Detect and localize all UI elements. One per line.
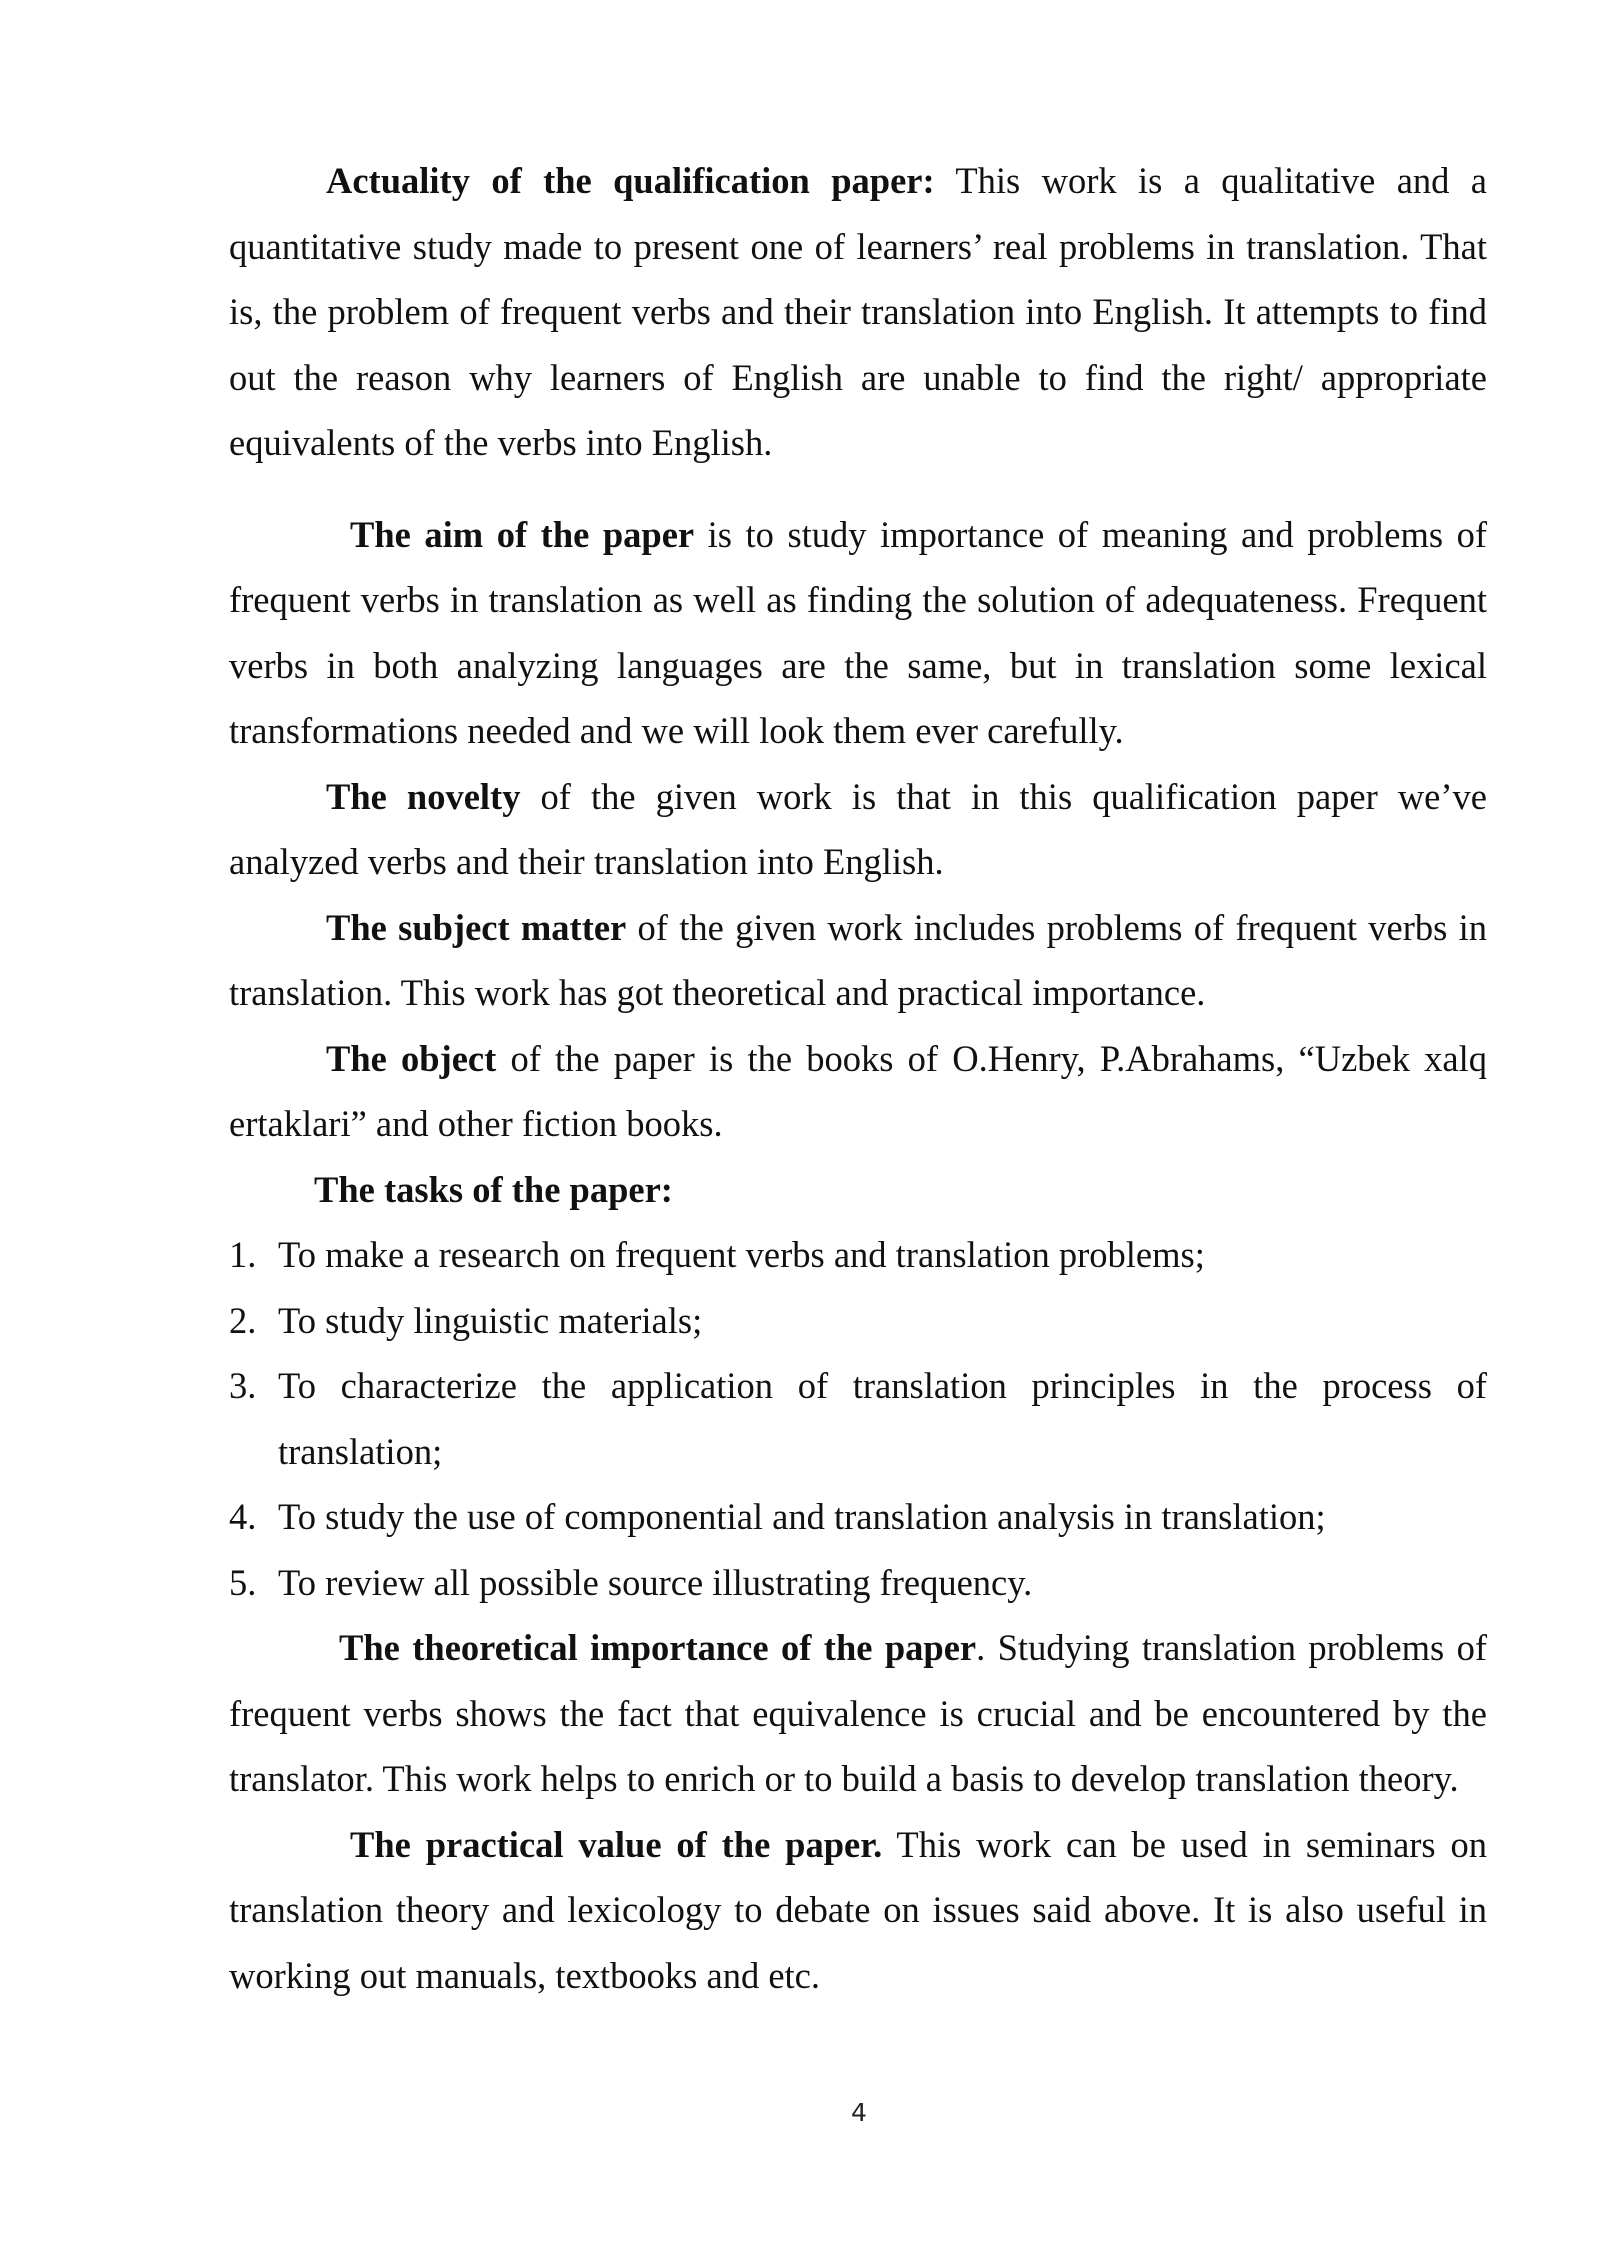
paragraph-lead: The aim of the paper [350,513,695,555]
tasks-heading [229,1157,1487,1223]
list-item-text: To review all possible source illustrating frequency. [278,1561,1033,1603]
list-item-number: 1. [229,1234,257,1275]
list-item [229,1288,1487,1354]
list-item-text: To make a research on frequent verbs and translation problems; [278,1234,1205,1275]
paragraph-lead: The subject matter [326,906,627,948]
paragraph-body: This work can be used in seminars on translation theory and lexicology to debate on issues said above. It is also useful in working out manuals, textbooks and etc. [229,1823,1487,1996]
list-item-text: To study the use of componential and translation analysis in translation; [278,1496,1326,1537]
tasks-list [229,1222,1487,1615]
paragraph-novelty [229,764,1487,895]
list-item [229,1484,1487,1550]
paragraph-lead: The object [326,1037,497,1079]
paragraph-body: is to study importance of meaning and problems of frequent verbs in translation as well as finding the solution of adequateness. Frequent verbs in both analyzing languages are the same, but in translation some lexical transformations needed and we will look them ever carefully. [229,513,1487,751]
list-item [229,1550,1487,1616]
list-item-text: To study linguistic materials; [278,1299,703,1341]
paragraph-practical-value [229,1812,1487,2009]
paragraph-body: . Studying translation problems of frequent verbs shows the fact that equivalence is crucial and be encountered by the translator. This work helps to enrich or to build a basis to develop translation theory. [229,1627,1487,1799]
paragraph-body: of the given work is that in this qualification paper we’ve analyzed verbs and their translation into English. [229,775,1487,882]
paragraph-body: of the given work includes problems of frequent verbs in translation. This work has got theoretical and practical importance. [229,906,1487,1013]
list-item-number: 5. [229,1561,257,1603]
list-item-number: 3. [229,1365,257,1406]
list-item [229,1353,1487,1484]
paragraph-lead: The practical value of the paper. [350,1823,883,1865]
document-page [229,148,1487,2008]
paragraph-actuality [229,148,1487,476]
list-item [229,1222,1487,1288]
paragraph-lead: The novelty [326,775,521,817]
paragraph-object [229,1026,1487,1157]
paragraph-lead: Actuality of the qualification paper: [326,160,935,201]
list-item-text: To characterize the application of translation principles in the process of translation; [278,1365,1487,1472]
list-item-number: 2. [229,1299,257,1341]
list-item-number: 4. [229,1496,257,1537]
page-number: 4 [851,2098,867,2127]
paragraph-subject-matter [229,895,1487,1026]
paragraph-theoretical-importance [229,1615,1487,1812]
paragraph-body: of the paper is the books of O.Henry, P.Abrahams, “Uzbek xalq ertaklari” and other fiction books. [229,1037,1487,1144]
paragraph-aim [229,502,1487,764]
paragraph-lead: The theoretical importance of the paper [339,1627,977,1668]
paragraph-body: This work is a qualitative and a quantitative study made to present one of learners’ real problems in translation. That is, the problem of frequent verbs and their translation into English. It attempts to find out the reason why learners of English are unable to find the right/ appropriate equivalents of the verbs into English. [229,160,1488,463]
tasks-heading-text: The tasks of the paper: [314,1168,673,1210]
